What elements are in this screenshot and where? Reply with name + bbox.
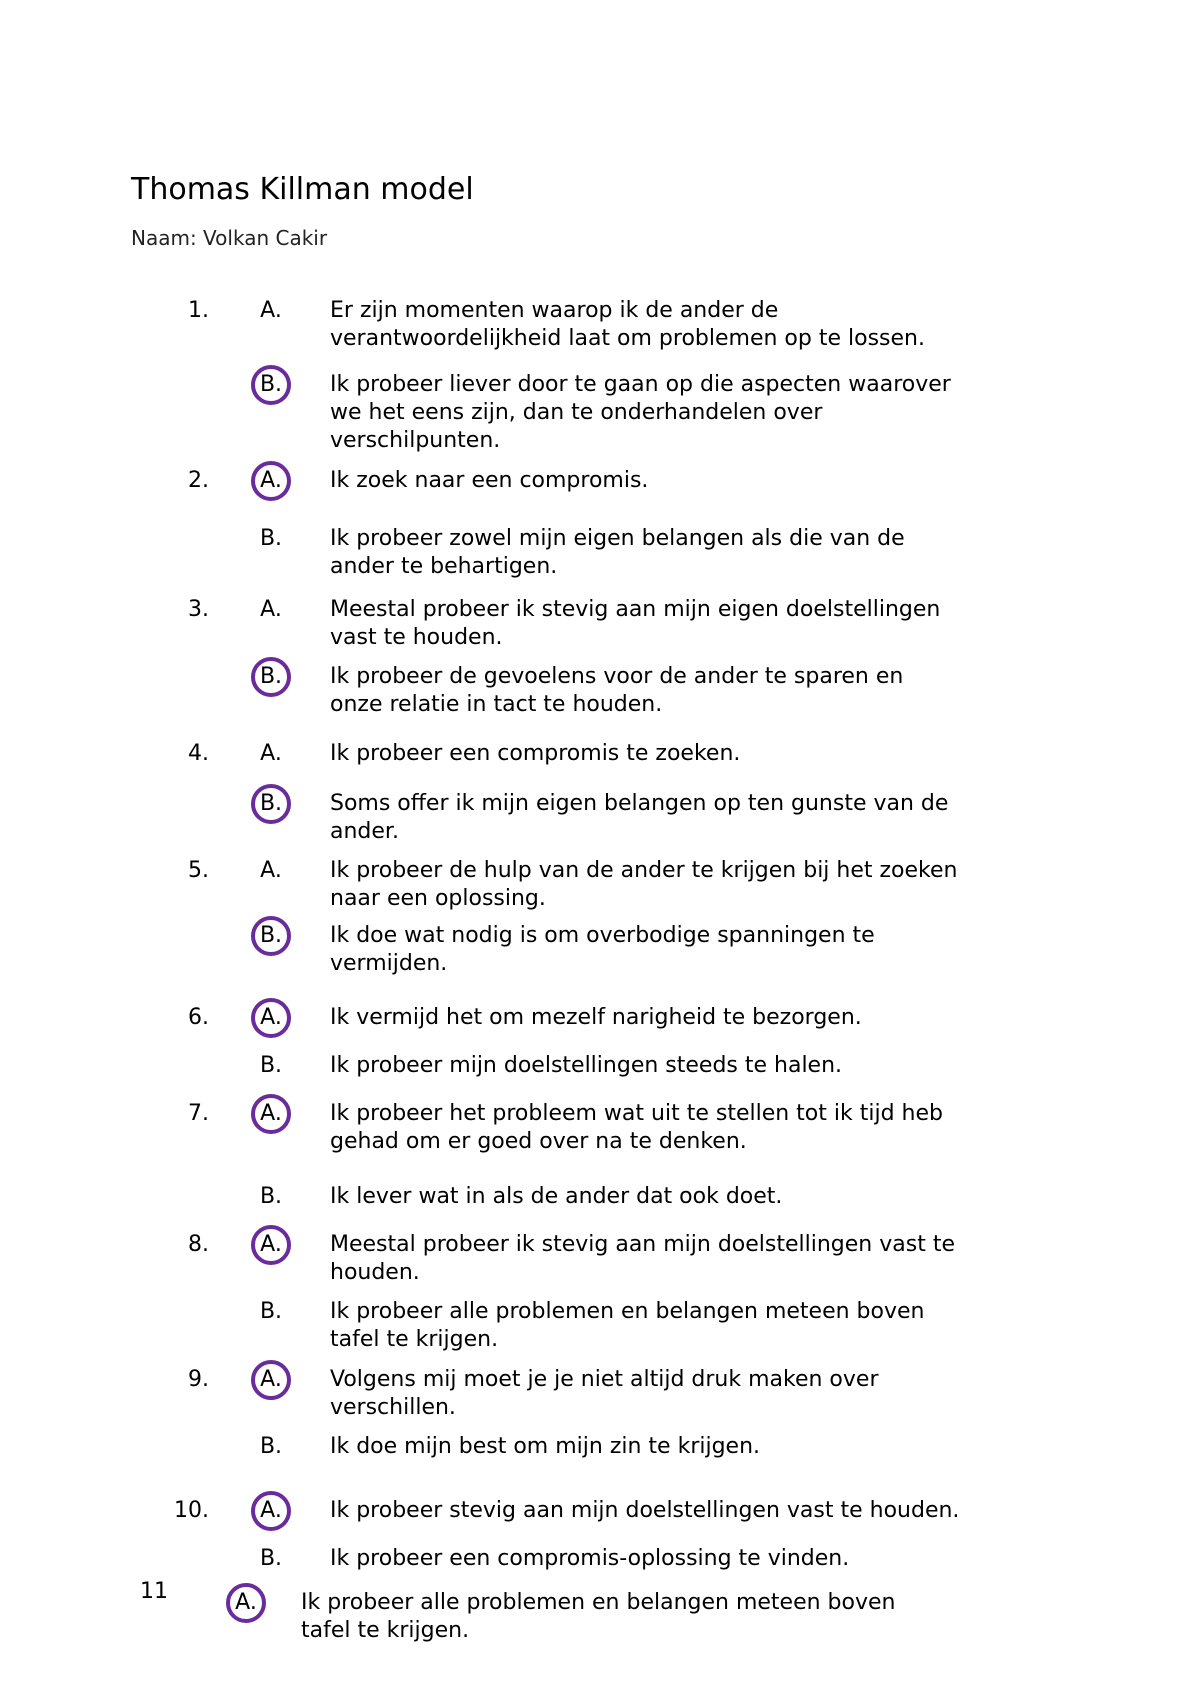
option-text-line: verschillen. (330, 1395, 456, 1420)
option-text-line: ander. (330, 819, 399, 844)
option-letter-a: A. (235, 1590, 257, 1615)
question-number: 3. (188, 597, 209, 622)
option-letter-b: B. (259, 1546, 283, 1571)
option-letter-a: A. (260, 1101, 282, 1126)
question-number: 9. (188, 1367, 209, 1392)
student-name: Naam: Volkan Cakir (131, 226, 328, 250)
option-text-line: Ik probeer de gevoelens voor de ander te sparen en (330, 664, 904, 689)
option-text-line: Volgens mij moet je je niet altijd druk maken over (330, 1367, 879, 1392)
option-letter-b: B. (259, 372, 283, 397)
option-letter-a: A. (260, 1367, 282, 1392)
option-text-line: Ik probeer alle problemen en belangen meteen boven (301, 1590, 896, 1615)
option-letter-a: A. (260, 298, 282, 323)
option-text-line: Ik probeer liever door te gaan op die aspecten waarover (330, 372, 951, 397)
question-number: 10. (174, 1498, 209, 1523)
question-number: 8. (188, 1232, 209, 1257)
option-text-line: Ik probeer stevig aan mijn doelstellingen vast te houden. (330, 1498, 960, 1523)
option-text-line: vast te houden. (330, 625, 503, 650)
document-title: Thomas Killman model (131, 172, 474, 207)
option-letter-a: A. (260, 1232, 282, 1257)
option-letter-a: A. (260, 1005, 282, 1030)
option-text-line: Ik doe mijn best om mijn zin te krijgen. (330, 1434, 761, 1459)
option-letter-a: A. (260, 741, 282, 766)
option-text-line: Ik lever wat in als de ander dat ook doet. (330, 1184, 783, 1209)
option-text-line: Ik vermijd het om mezelf narigheid te bezorgen. (330, 1005, 862, 1030)
option-letter-b: B. (259, 526, 283, 551)
option-text-line: Ik probeer zowel mijn eigen belangen als die van de (330, 526, 905, 551)
option-text-line: Ik probeer alle problemen en belangen meteen boven (330, 1299, 925, 1324)
option-text-line: Ik doe wat nodig is om overbodige spanningen te (330, 923, 875, 948)
option-letter-b: B. (259, 791, 283, 816)
option-text-line: verschilpunten. (330, 428, 501, 453)
option-text-line: Er zijn momenten waarop ik de ander de (330, 298, 779, 323)
option-text-line: tafel te krijgen. (330, 1327, 499, 1352)
option-text-line: Ik probeer het probleem wat uit te stellen tot ik tijd heb (330, 1101, 943, 1126)
question-number: 7. (188, 1101, 209, 1126)
option-letter-b: B. (259, 1299, 283, 1324)
question-number: 6. (188, 1005, 209, 1030)
question-number: 4. (188, 741, 209, 766)
option-letter-b: B. (259, 1184, 283, 1209)
option-letter-a: A. (260, 468, 282, 493)
option-letter-a: A. (260, 597, 282, 622)
option-text-line: tafel te krijgen. (301, 1618, 470, 1643)
option-text-line: naar een oplossing. (330, 886, 546, 911)
option-letter-b: B. (259, 923, 283, 948)
option-text-line: Ik zoek naar een compromis. (330, 468, 649, 493)
option-text-line: ander te behartigen. (330, 554, 558, 579)
option-text-line: Ik probeer de hulp van de ander te krijgen bij het zoeken (330, 858, 958, 883)
option-text-line: onze relatie in tact te houden. (330, 692, 663, 717)
question-number: 1. (188, 298, 209, 323)
option-letter-b: B. (259, 1053, 283, 1078)
option-text-line: Meestal probeer ik stevig aan mijn doelstellingen vast te (330, 1232, 955, 1257)
option-text-line: vermijden. (330, 951, 448, 976)
option-letter-b: B. (259, 664, 283, 689)
option-text-line: gehad om er goed over na te denken. (330, 1129, 747, 1154)
option-text-line: Ik probeer mijn doelstellingen steeds te halen. (330, 1053, 843, 1078)
option-text-line: Ik probeer een compromis-oplossing te vinden. (330, 1546, 850, 1571)
option-text-line: Meestal probeer ik stevig aan mijn eigen doelstellingen (330, 597, 941, 622)
option-letter-b: B. (259, 1434, 283, 1459)
option-text-line: Soms offer ik mijn eigen belangen op ten gunste van de (330, 791, 949, 816)
question-number: 11 (140, 1579, 168, 1604)
option-letter-a: A. (260, 1498, 282, 1523)
option-text-line: houden. (330, 1260, 420, 1285)
option-text-line: verantwoordelijkheid laat om problemen op te lossen. (330, 326, 925, 351)
option-text-line: Ik probeer een compromis te zoeken. (330, 741, 741, 766)
question-number: 5. (188, 858, 209, 883)
option-text-line: we het eens zijn, dan te onderhandelen over (330, 400, 823, 425)
option-letter-a: A. (260, 858, 282, 883)
question-number: 2. (188, 468, 209, 493)
